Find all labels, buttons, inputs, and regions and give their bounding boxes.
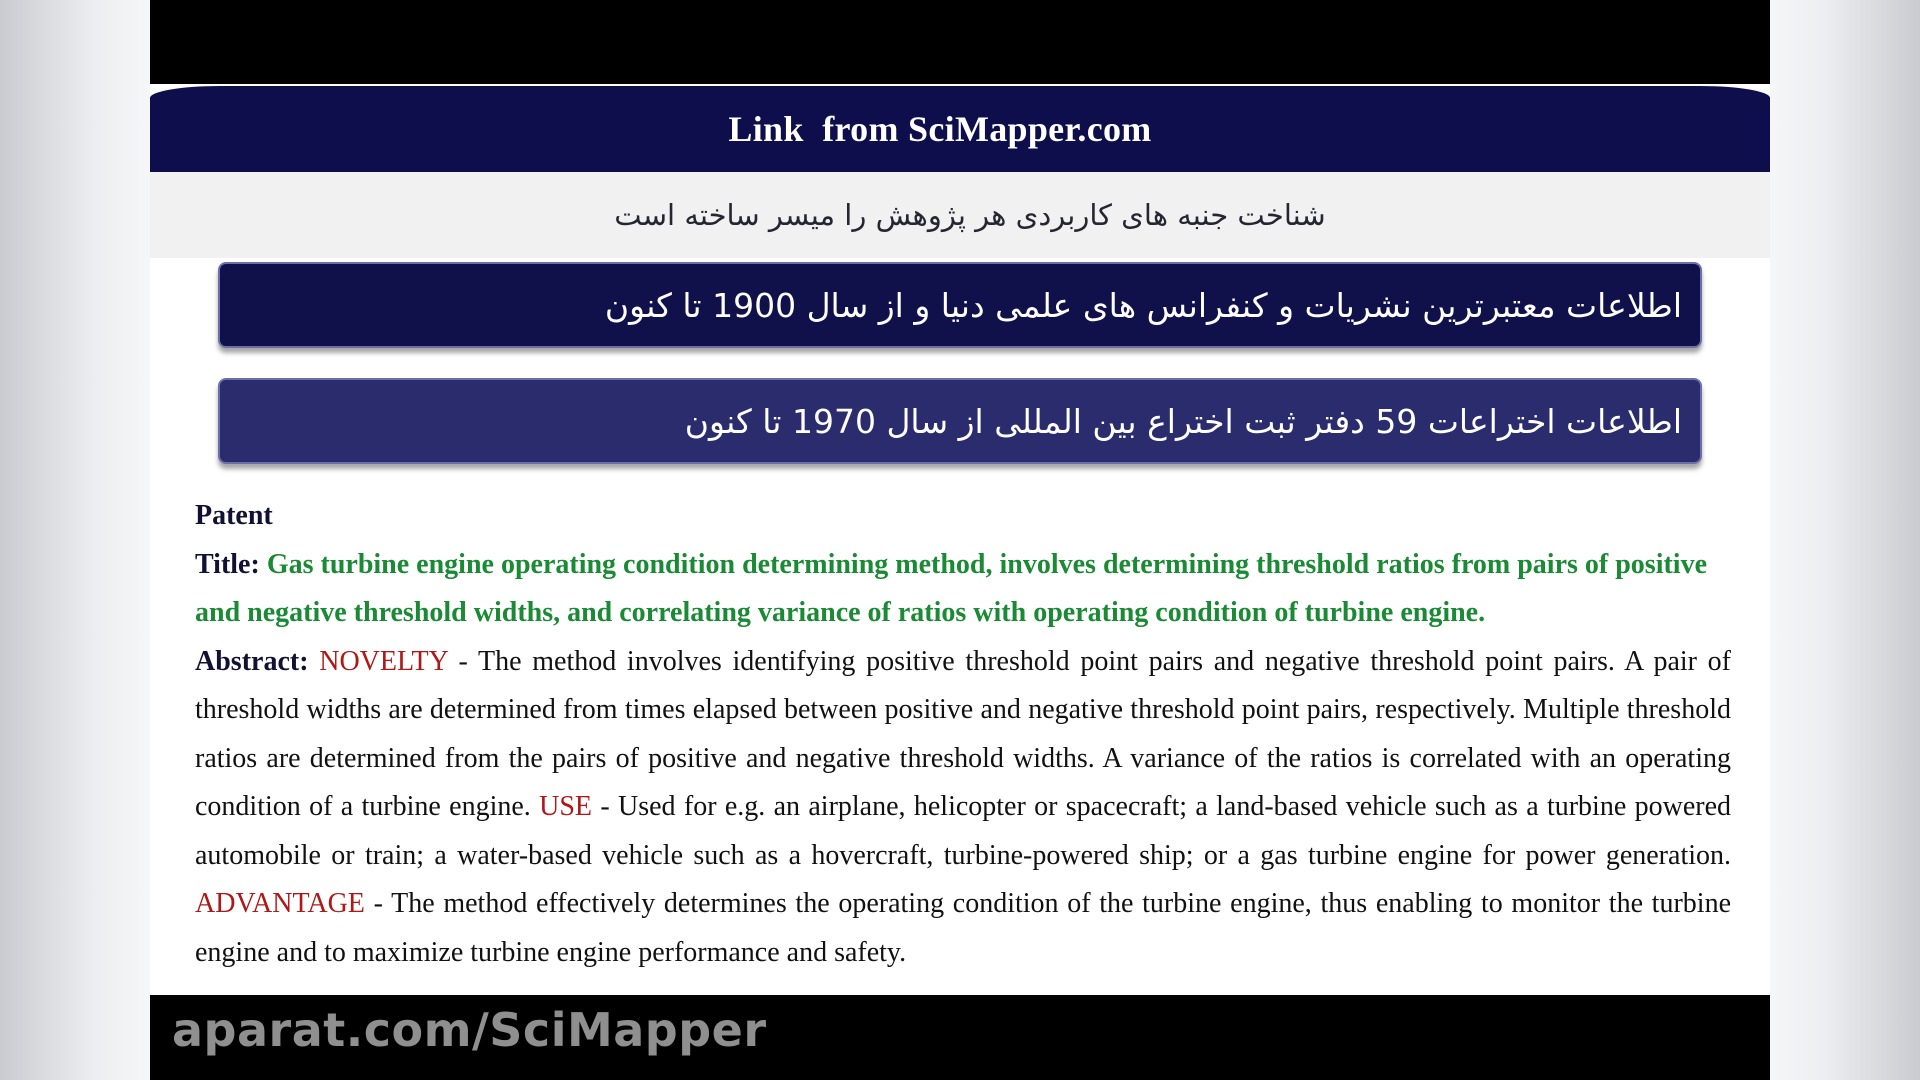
header-title[interactable]: Link from SciMapper.com bbox=[728, 109, 1152, 149]
patent-title: Gas turbine engine operating condition determining method, involves determining threshold ratios from pairs of positive and negative threshold widths, and correlating variance of ratios with operating condition of turbine engine. bbox=[195, 548, 1708, 628]
subtitle-text: شناخت جنبه های کاربردی هر پژوهش را میسر ساخته است bbox=[614, 198, 1326, 232]
slide bbox=[150, 0, 1770, 1080]
bottom-black-bar bbox=[150, 995, 1770, 1080]
info-box-patents-text: اطلاعات اختراعات 59 دفتر ثبت اختراع بین المللی از سال 1970 تا کنون bbox=[684, 401, 1682, 441]
top-black-bar bbox=[150, 0, 1770, 84]
header-band bbox=[150, 86, 1770, 172]
info-box-publications bbox=[218, 262, 1702, 348]
advantage-label: ADVANTAGE bbox=[195, 888, 365, 919]
title-label: Title: bbox=[195, 548, 260, 580]
info-box-patents bbox=[218, 378, 1702, 464]
use-text: - Used for e.g. an airplane, helicopter or spacecraft; a land-based vehicle such as a turbine powered automobile or train; a water-based vehicle such as a hovercraft, turbine-powered ship; or a gas turbine engine for power generation. bbox=[195, 791, 1731, 871]
use-label: USE bbox=[539, 791, 593, 822]
novelty-text: - The method involves identifying positive threshold point pairs and negative threshold point pairs. A pair of threshold widths are determined from times elapsed between positive and negative threshold point pairs, respectively. Multiple threshold ratios are determined from the pairs of positive and negative threshold widths. A variance of the ratios is correlated with an operating condition of a turbine engine. bbox=[195, 645, 1731, 822]
abstract-label: Abstract: bbox=[195, 645, 309, 677]
patent-label: Patent bbox=[195, 500, 273, 531]
watermark-text: aparat.com/SciMapper bbox=[172, 1003, 767, 1057]
novelty-label: NOVELTY bbox=[319, 645, 448, 677]
patent-content bbox=[195, 492, 1731, 977]
patent-title-paragraph bbox=[195, 541, 1731, 638]
subtitle-band bbox=[150, 172, 1770, 258]
advantage-text: - The method effectively determines the operating condition of the turbine engine, thus enabling to monitor the turbine engine and to maximize turbine engine performance and safety. bbox=[195, 888, 1731, 968]
patent-abstract-paragraph bbox=[195, 638, 1731, 978]
info-box-publications-text: اطلاعات معتبرترین نشریات و کنفرانس های علمی دنیا و از سال 1900 تا کنون bbox=[604, 285, 1682, 325]
